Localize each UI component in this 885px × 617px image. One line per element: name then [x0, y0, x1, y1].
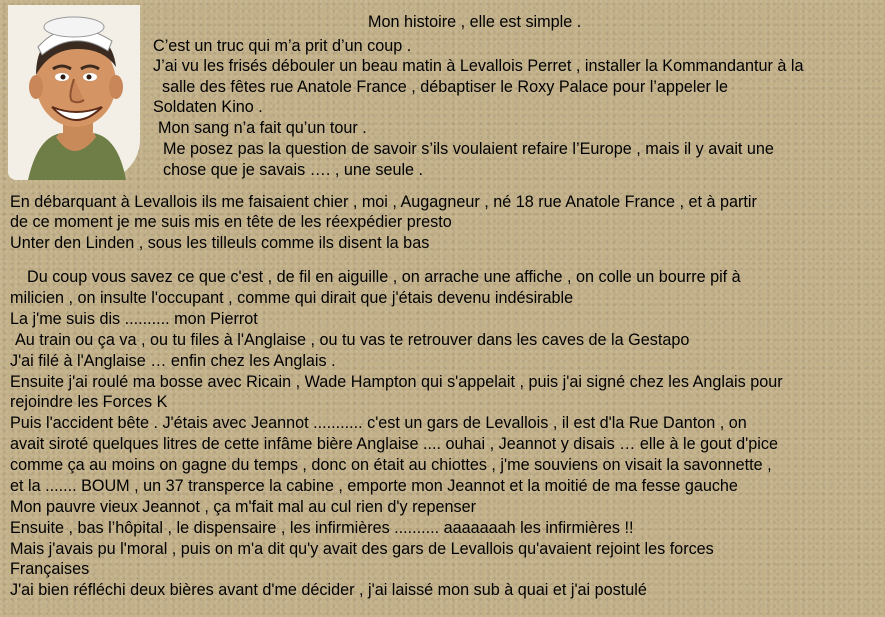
paragraph-line: Mon pauvre vieux Jeannot , ça m'fait mal au cul rien d'y repenser — [10, 498, 476, 516]
story-heading: Mon histoire , elle est simple . — [368, 13, 582, 31]
paragraph-line: milicien , on insulte l'occupant , comme qui dirait que j'étais devenu indésirable — [10, 289, 574, 307]
paragraph-line: Françaises — [10, 560, 90, 578]
intro-line: Soldaten Kino . — [153, 98, 263, 116]
paragraph-line: Au train ou ça va , ou tu files à l'Anglaise , ou tu vas te retrouver dans les caves de la Gestapo — [15, 331, 690, 349]
paragraph-line: comme ça au moins on gagne du temps , donc on était au chiottes , j'me souviens on visait la savonnette , — [10, 456, 772, 474]
intro-line: salle des fêtes rue Anatole France , débaptiser le Roxy Palace pour l’appeler le — [162, 78, 728, 96]
paragraph-line: Mais j'avais pu l'moral , puis on m'a dit qu'y avait des gars de Levallois qu'avaient rejoint les forces — [10, 540, 714, 558]
paragraph-line: avait siroté quelques litres de cette infâme bière Anglaise .... ouhai , Jeannot y disais … elle à le gout d'pice — [10, 435, 778, 453]
paragraph-line: et la ....... BOUM , un 37 transperce la cabine , emporte mon Jeannot et la moitié de ma fesse gauche — [10, 477, 738, 495]
caricature-portrait — [8, 5, 140, 180]
paragraph-line: rejoindre les Forces K — [10, 393, 168, 411]
paragraph-line: Du coup vous savez ce que c'est , de fil en aiguille , on arrache une affiche , on colle un bourre pif à — [27, 268, 741, 286]
paragraph-line: J'ai bien réfléchi deux bières avant d'me décider , j'ai laissé mon sub à quai et j'ai postulé — [10, 581, 647, 599]
intro-line: Me posez pas la question de savoir s’ils voulaient refaire l’Europe , mais il y avait une — [163, 140, 774, 158]
intro-line: chose que je savais …. , une seule . — [163, 161, 424, 179]
paragraph-line: Puis l'accident bête . J'étais avec Jeannot ........... c'est un gars de Levallois , il est d'la Rue Danton , on — [10, 414, 747, 432]
intro-line: J’ai vu les frisés débouler un beau matin à Levallois Perret , installer la Kommandantur à la — [153, 57, 804, 75]
paragraph-line: Ensuite , bas l’hôpital , le dispensaire , les infirmières .......... aaaaaaah les infirmières !! — [10, 519, 634, 537]
intro-line: C’est un truc qui m’a prit d’un coup . — [153, 37, 412, 55]
paragraph-line: Ensuite j'ai roulé ma bosse avec Ricain , Wade Hampton qui s'appelait , puis j'ai signé chez les Anglais pour — [10, 373, 783, 391]
paragraph-line: Unter den Linden , sous les tilleuls comme ils disent la bas — [10, 234, 430, 252]
paragraph-line: J'ai filé à l'Anglaise … enfin chez les Anglais . — [10, 352, 336, 370]
paragraph-line: de ce moment je me suis mis en tête de les réexpédier presto — [10, 213, 452, 231]
paragraph-line: La j'me suis dis .......... mon Pierrot — [10, 310, 258, 328]
intro-line: Mon sang n’a fait qu’un tour . — [158, 119, 367, 137]
paragraph-line: En débarquant à Levallois ils me faisaient chier , moi , Augagneur , né 18 rue Anatole France , et à partir — [10, 193, 757, 211]
